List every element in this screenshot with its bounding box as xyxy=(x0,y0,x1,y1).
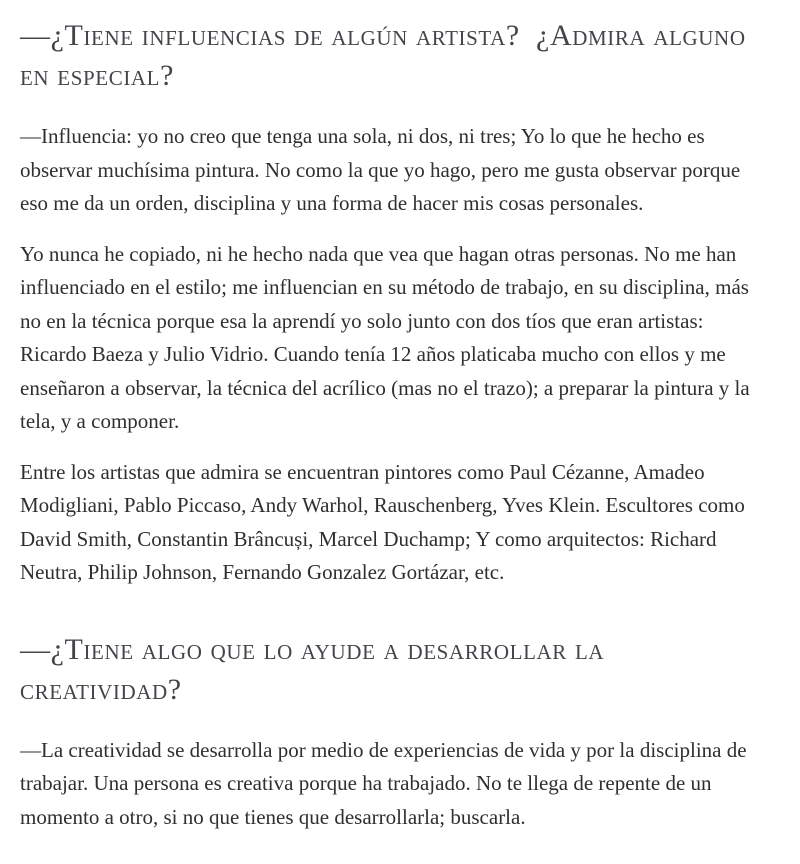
answer-paragraph-4: —La creatividad se desarrolla por medio de experiencias de vida y por la disciplina de trabajar. Una persona es creativa porque ha trabajado. No te llega de repente de un momento a otro, si no que tienes que desarrollarla; buscarla. xyxy=(20,737,747,829)
interview-question-heading-1: —¿Tiene influencias de algún artista? ¿Admira alguno en especial? xyxy=(20,19,746,92)
interview-question-heading-2: —¿Tiene algo que lo ayude a desarrollar la creatividad? xyxy=(20,632,605,706)
answer-paragraph-1: —Influencia: yo no creo que tenga una sola, ni dos, ni tres; Yo lo que he hecho es observar muchísima pintura. No como la que yo hago, pero me gusta observar porque eso me da un orden, disciplina y una forma de hacer mis cosas personales. xyxy=(20,124,741,215)
answer-paragraph-3: Entre los artistas que admira se encuentran pintores como Paul Cézanne, Amadeo Modigliani, Pablo Piccaso, Andy Warhol, Rauschenberg, Yves Klein. Escultores como David Smith, Constantin Brâncuși, Marcel Duchamp; Y como arquitectos: Richard Neutra, Philip Johnson, Fernando Gonzalez Gortázar, etc. xyxy=(20,459,745,584)
answer-paragraph-2: Yo nunca he copiado, ni he hecho nada que vea que hagan otras personas. No me han influenciado en el estilo; me influencian en su método de trabajo, en su disciplina, más no en la técnica porque esa la aprendí yo solo junto con dos tíos que eran artistas: Ricardo Baeza y Julio Vidrio. Cuando tenía 12 años platicaba mucho con ellos y me enseñaron a observar, la técnica del acrílico (mas no el trazo); a preparar la pintura y la tela, y a componer. xyxy=(20,241,750,433)
